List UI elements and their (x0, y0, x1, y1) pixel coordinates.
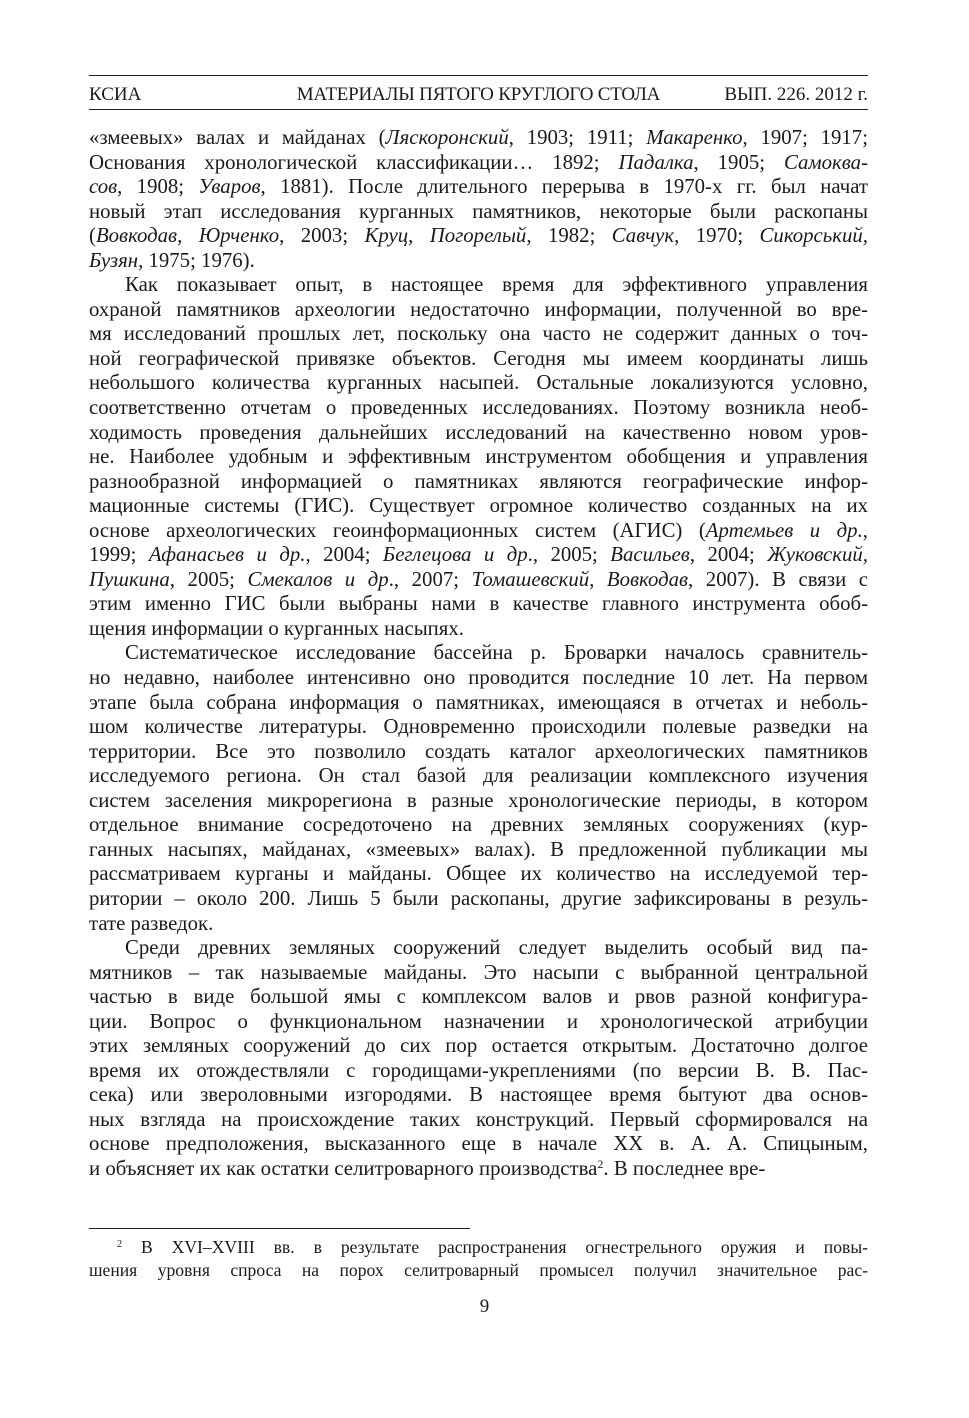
text-line: частью в виде большой ямы с комплексом валов и рвов разной конфигура- (89, 985, 868, 1009)
text-line: Среди древних земляных сооружений следует выделить особый вид па- (125, 936, 868, 960)
text-line: время их отождествляли с городищами-укреплениями (по версии В. В. Пас- (89, 1058, 868, 1082)
footnote (89, 1236, 868, 1282)
text-line: ции. Вопрос о функциональном назначении и хронологической атрибуции (89, 1009, 868, 1033)
text-line: этим именно ГИС были выбраны нами в качестве главного инструмента обоб- (89, 592, 868, 616)
text-line: Как показывает опыт, в настоящее время для эффективного управления (125, 273, 868, 297)
text-line: небольшого количества курганных насыпей. Остальные локализуются условно, (89, 371, 868, 395)
paragraph (89, 126, 868, 273)
text-line: ных взгляда на происхождение таких конструкций. Первый сформировался на (89, 1107, 868, 1131)
footnote-line: $^2$ В XVI–XVIII вв. в результате распространения огнестрельного оружия и повы- (117, 1237, 868, 1257)
text-line: Пушкина, 2005; Смекалов и др., 2007; Томашевский, Вовкодав, 2007). В связи с (89, 567, 868, 591)
page-number: 9 (479, 1296, 490, 1317)
text-line: Бузян, 1975; 1976). (89, 248, 255, 272)
header-top-rule (89, 75, 868, 76)
journal-abbrev: КСИА (89, 84, 142, 105)
paragraph (89, 936, 868, 1181)
text-line: не. Наиболее удобным и эффективным инструментом обобщения и управления (89, 445, 868, 469)
text-line: ходимость проведения дальнейших исследований на качественно новом уров- (89, 420, 868, 444)
text-line: щения информации о курганных насыпях. (89, 616, 464, 640)
text-line: 1999; Афанасьев и др., 2004; Беглецова и др., 2005; Васильев, 2004; Жуковский, (89, 543, 868, 567)
text-line: рассматриваем курганы и майданы. Общее их количество на исследуемой тер- (89, 862, 868, 886)
text-line: разнообразной информацией о памятниках являются географические инфор- (89, 469, 868, 493)
text-line: охраной памятников археологии недостаточно информации, полученной во вре- (89, 297, 868, 321)
text-line: этих земляных сооружений до сих пор остается открытым. Достаточно долгое (89, 1034, 868, 1058)
text-line: «змеевых» валах и майданах (Ляскоронский, 1903; 1911; Макаренко, 1907; 1917; (89, 126, 868, 149)
text-line: тате разведок. (89, 911, 214, 935)
footnote-rule (89, 1228, 470, 1229)
text-line: этапе была собрана информация о памятниках, имеющаяся в отчетах и неболь- (89, 690, 868, 714)
text-line: основе археологических геоинформационных систем (АГИС) (Артемьев и др., (89, 518, 868, 542)
text-line: ритории – около 200. Лишь 5 были раскопаны, другие зафиксированы в резуль- (89, 886, 868, 910)
text-line: сека) или звероловными изгородями. В настоящее время бытуют два основ- (89, 1083, 868, 1107)
text-line: основе предположения, высказанного еще в начале XX в. А. А. Спицыным, (89, 1132, 868, 1156)
running-header (89, 84, 868, 106)
text-line: новый этап исследования курганных памятников, некоторые были раскопаны (89, 199, 868, 223)
footnote-line: шения уровня спроса на порох селитроварный промысел получил значительное рас- (89, 1260, 868, 1280)
text-line: Систематическое исследование бассейна р. Броварки началось сравнитель- (125, 641, 868, 665)
text-line: мятников – так называемые майданы. Это насыпи с выбранной центральной (89, 960, 868, 984)
text-line: но недавно, наиболее интенсивно оно проводится последние 10 лет. На первом (89, 666, 868, 690)
header-bottom-rule (89, 109, 868, 110)
text-line: сов, 1908; Уваров, 1881). После длительного перерыва в 1970-х гг. был начат (89, 175, 868, 199)
text-line: Основания хронологической классификации… 1892; Падалка, 1905; Самоква- (89, 150, 868, 174)
body-text (89, 126, 868, 1182)
text-line: и объясняет их как остатки селитроварного производства$^2$. В последнее вре- (89, 1156, 766, 1180)
text-line: мационные системы (ГИС). Существует огромное количество созданных на их (89, 494, 868, 518)
paragraph (89, 273, 868, 641)
text-line: ной географической привязке объектов. Сегодня мы имеем координаты лишь (89, 346, 868, 370)
text-line: систем заселения микрорегиона в разные хронологические периоды, в котором (89, 788, 868, 812)
paragraph (89, 641, 868, 936)
issue-info: ВЫП. 226. 2012 г. (724, 84, 868, 105)
text-line: ганных насыпях, майданах, «змеевых» валах). В предложенной публикации мы (89, 837, 868, 861)
section-title: МАТЕРИАЛЫ ПЯТОГО КРУГЛОГО СТОЛА (296, 84, 661, 105)
text-line: (Вовкодав, Юрченко, 2003; Круц, Погорелый, 1982; Савчук, 1970; Сикорський, (89, 224, 868, 248)
text-line: отдельное внимание сосредоточено на древних земляных сооружениях (кур- (89, 813, 868, 837)
text-line: шом количестве литературы. Одновременно происходили полевые разведки на (89, 715, 868, 739)
text-line: соответственно отчетам о проведенных исследованиях. Поэтому возникла необ- (89, 396, 868, 420)
text-line: исследуемого региона. Он стал базой для реализации комплексного изучения (89, 764, 868, 788)
text-line: мя исследований прошлых лет, поскольку она часто не содержит данных о точ- (89, 322, 868, 346)
text-line: территории. Все это позволило создать каталог археологических памятников (89, 739, 868, 763)
